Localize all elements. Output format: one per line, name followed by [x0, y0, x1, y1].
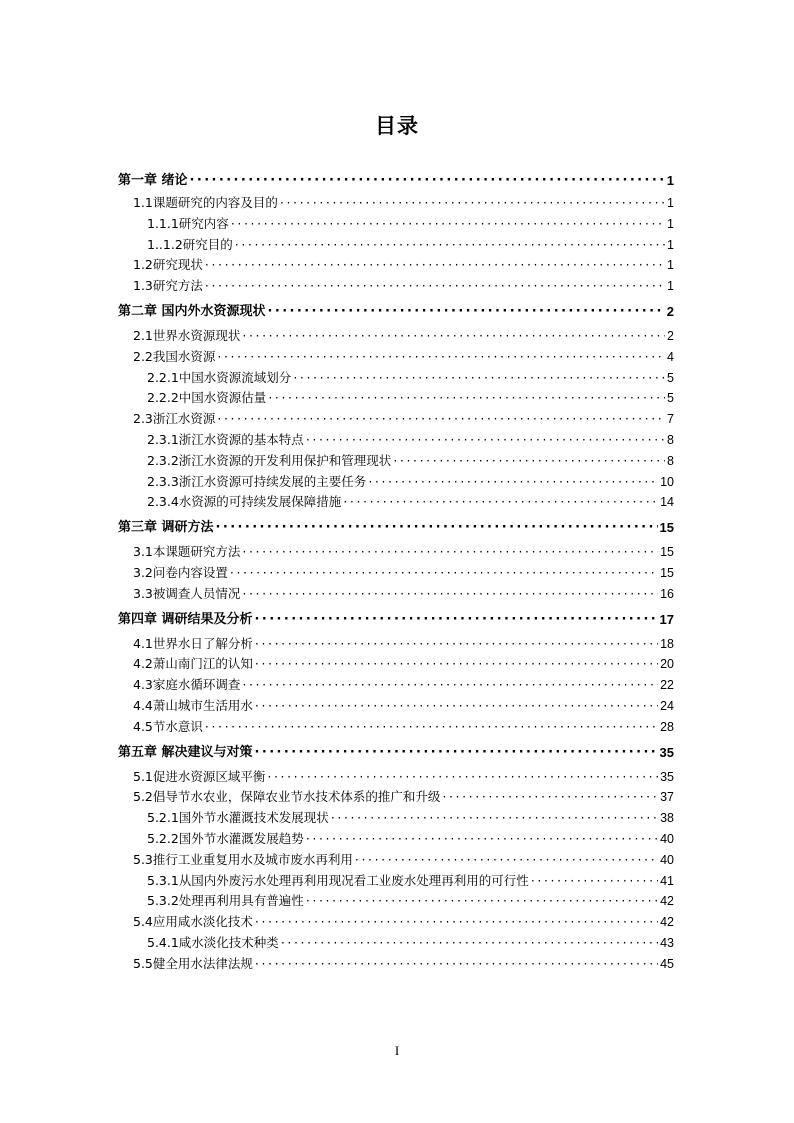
toc-entry-page: 41	[660, 873, 674, 888]
toc-entry-label: 1..1.2研究目的	[147, 236, 233, 252]
toc-entry-page: 43	[660, 935, 674, 950]
toc-leader-dots	[242, 326, 665, 347]
toc-entry[interactable]	[118, 933, 674, 954]
toc-leader-dots	[216, 513, 658, 542]
toc-leader-dots	[255, 605, 658, 634]
toc-entry-page: 8	[667, 453, 674, 468]
toc-entry[interactable]	[118, 492, 674, 513]
toc-leader-dots	[268, 388, 665, 409]
toc-leader-dots	[231, 214, 665, 235]
toc-leader-dots	[217, 347, 665, 368]
toc-entry-label: 5.2.1国外节水灌溉技术发展现状	[147, 810, 329, 826]
toc-leader-dots	[205, 717, 658, 738]
toc-entry-page: 1	[667, 216, 674, 231]
toc-entry-page: 1	[667, 196, 674, 210]
toc-entry-label: 1.3研究方法	[133, 278, 203, 294]
toc-entry-label: 2.2我国水资源	[133, 348, 216, 364]
toc-chapter-entry[interactable]	[118, 605, 674, 634]
toc-entry-label: 5.2倡导节水农业，保障农业节水技术体系的推广和升级	[133, 789, 441, 805]
toc-leader-dots	[268, 297, 665, 326]
toc-leader-dots	[255, 634, 658, 655]
toc-entry-page: 15	[660, 565, 674, 580]
toc-entry-page: 16	[660, 586, 674, 601]
toc-entry[interactable]	[118, 787, 674, 808]
toc-entry[interactable]	[118, 451, 674, 472]
toc-leader-dots	[242, 584, 658, 605]
toc-entry-label: 3.1本课题研究方法	[133, 544, 241, 560]
toc-chapter-entry[interactable]	[118, 297, 674, 326]
toc-entry[interactable]	[118, 430, 674, 451]
toc-entry-page: 1	[667, 279, 674, 294]
toc-entry-label: 1.1.1研究内容	[147, 215, 229, 231]
toc-entry[interactable]	[118, 563, 674, 584]
toc-leader-dots	[531, 871, 658, 892]
toc-leader-dots	[255, 654, 658, 675]
toc-entry-page: 1	[667, 258, 674, 273]
toc-entry[interactable]	[118, 808, 674, 829]
toc-leader-dots	[255, 738, 658, 767]
toc-entry-page: 37	[660, 790, 674, 805]
toc-entry-label: 第四章 调研结果及分析	[118, 611, 253, 627]
toc-leader-dots	[190, 168, 665, 193]
toc-leader-dots	[281, 933, 658, 954]
toc-entry-label: 5.5健全用水法律法规	[133, 955, 253, 971]
toc-entry-label: 1.1课题研究的内容及目的	[133, 195, 278, 210]
toc-leader-dots	[368, 472, 658, 493]
toc-entry-label: 2.2.1中国水资源流域划分	[147, 369, 292, 385]
toc-entry-page: 24	[660, 698, 674, 713]
toc-entry-page: 40	[660, 852, 674, 867]
toc-entry-page: 14	[660, 495, 674, 510]
toc-entry[interactable]	[118, 675, 674, 696]
toc-entry[interactable]	[118, 717, 674, 738]
toc-chapter-entry[interactable]	[118, 738, 674, 767]
toc-chapter-entry[interactable]	[118, 168, 674, 193]
toc-leader-dots	[393, 451, 665, 472]
toc-entry[interactable]	[118, 276, 674, 297]
toc-leader-dots	[306, 430, 665, 451]
toc-entry-page: 1	[666, 173, 674, 188]
toc-leader-dots	[205, 276, 665, 297]
toc-entry-page: 35	[659, 744, 674, 760]
toc-entry[interactable]	[118, 255, 674, 276]
toc-entry-page: 35	[660, 769, 674, 784]
toc-entry-page: 8	[667, 432, 674, 447]
toc-entry[interactable]	[118, 871, 674, 892]
toc-entry-page: 40	[660, 831, 674, 846]
toc-entry-page: 15	[660, 545, 674, 560]
toc-leader-dots	[442, 787, 658, 808]
toc-entry[interactable]	[118, 409, 674, 430]
toc-entry-label: 4.3家庭水循环调查	[133, 677, 241, 693]
toc-entry-label: 2.3.1浙江水资源的基本特点	[147, 431, 304, 447]
toc-entry[interactable]	[118, 696, 674, 717]
toc-entry-label: 5.4.1咸水淡化技术种类	[147, 934, 279, 950]
toc-entry-label: 第三章 调研方法	[118, 520, 214, 536]
toc-entry-label: 3.2问卷内容设置	[133, 564, 228, 580]
toc-entry-page: 38	[660, 811, 674, 826]
page-title: 目录	[375, 114, 419, 138]
toc-leader-dots	[331, 808, 658, 829]
toc-entry[interactable]	[118, 654, 674, 675]
toc-entry[interactable]	[118, 388, 674, 409]
toc-entry[interactable]	[118, 326, 674, 347]
toc-entry-label: 5.3.2处理再利用具有普遍性	[147, 893, 304, 909]
toc-entry-label: 2.3浙江水资源	[133, 411, 216, 427]
toc-leader-dots	[242, 675, 658, 696]
toc-entry-label: 4.4萧山城市生活用水	[133, 697, 253, 713]
toc-entry-label: 2.1世界水资源现状	[133, 327, 241, 343]
toc-leader-dots	[355, 850, 658, 871]
toc-entry-page: 7	[667, 412, 674, 427]
toc-entry-page: 10	[660, 474, 674, 489]
toc-entry-page: 5	[667, 391, 674, 406]
toc-entry[interactable]	[118, 193, 674, 214]
toc-leader-dots	[255, 912, 658, 933]
toc-chapter-entry[interactable]	[118, 513, 674, 542]
toc-entry[interactable]	[118, 542, 674, 563]
toc-entry[interactable]	[118, 368, 674, 389]
toc-entry[interactable]	[118, 584, 674, 605]
toc-entry-label: 5.4应用咸水淡化技术	[133, 914, 253, 930]
toc-leader-dots	[242, 542, 658, 563]
toc-entry-label: 2.3.2浙江水资源的开发利用保护和管理现状	[147, 452, 392, 468]
toc-entry-page: 42	[660, 894, 674, 909]
toc-entry[interactable]	[118, 347, 674, 368]
toc-leader-dots	[230, 563, 658, 584]
toc-entry-label: 1.2研究现状	[133, 257, 203, 273]
toc-entry[interactable]	[118, 891, 674, 912]
toc-entry[interactable]	[118, 214, 674, 235]
toc-entry-label: 2.3.3浙江水资源可持续发展的主要任务	[147, 473, 367, 489]
toc-leader-dots	[293, 368, 665, 389]
toc-entry-label: 2.2.2中国水资源估量	[147, 390, 267, 406]
toc-entry[interactable]	[118, 235, 674, 256]
toc-entry-label: 第五章 解决建议与对策	[118, 744, 253, 760]
toc-entry-label: 4.2萧山南门江的认知	[133, 656, 253, 672]
toc-entry-label: 5.3推行工业重复用水及城市废水再利用	[133, 851, 353, 867]
toc-entry-label: 第二章 国内外水资源现状	[118, 303, 266, 319]
toc-leader-dots	[343, 492, 658, 513]
toc-entry-label: 4.1世界水日了解分析	[133, 635, 253, 651]
toc-entry-label: 第一章 绪论	[118, 173, 188, 188]
toc-leader-dots	[306, 829, 658, 850]
toc-entry-label: 5.1促进水资源区域平衡	[133, 768, 266, 784]
toc-entry-page: 5	[667, 370, 674, 385]
toc-leader-dots	[205, 255, 665, 276]
toc-leader-dots	[235, 235, 665, 256]
toc-entry[interactable]	[118, 767, 674, 788]
toc-entry[interactable]	[118, 850, 674, 871]
toc-entry-page: 15	[659, 520, 674, 536]
toc-entry-label: 5.3.1从国内外废污水处理再利用现况看工业废水处理再利用的可行性	[147, 872, 529, 888]
toc-entry-page: 17	[659, 611, 674, 627]
toc-entry[interactable]	[118, 829, 674, 850]
toc-entry-page: 20	[660, 657, 674, 672]
toc-entry-page: 1	[667, 237, 674, 252]
toc-entry[interactable]	[118, 472, 674, 493]
toc-entry-page: 28	[660, 719, 674, 734]
page-number: I	[394, 1043, 400, 1058]
toc-entry-label: 5.2.2国外节水灌溉发展趋势	[147, 830, 304, 846]
toc-leader-dots	[255, 954, 658, 975]
toc-entry[interactable]	[118, 954, 674, 975]
toc-entry[interactable]	[118, 634, 674, 655]
toc-entry-page: 42	[660, 915, 674, 930]
toc-entry[interactable]	[118, 912, 674, 933]
toc-entry-page: 18	[660, 636, 674, 651]
table-of-contents	[118, 168, 674, 975]
toc-entry-label: 4.5节水意识	[133, 718, 203, 734]
toc-entry-page: 2	[666, 303, 674, 319]
toc-entry-page: 4	[667, 349, 674, 364]
toc-entry-label: 3.3被调查人员情况	[133, 585, 241, 601]
toc-entry-page: 22	[660, 678, 674, 693]
toc-leader-dots	[255, 696, 658, 717]
toc-entry-label: 2.3.4水资源的可持续发展保障措施	[147, 494, 342, 510]
toc-leader-dots	[267, 767, 658, 788]
toc-leader-dots	[306, 891, 658, 912]
toc-entry-page: 45	[660, 956, 674, 971]
toc-entry-page: 2	[667, 328, 674, 343]
toc-leader-dots	[217, 409, 665, 430]
toc-leader-dots	[280, 193, 665, 214]
